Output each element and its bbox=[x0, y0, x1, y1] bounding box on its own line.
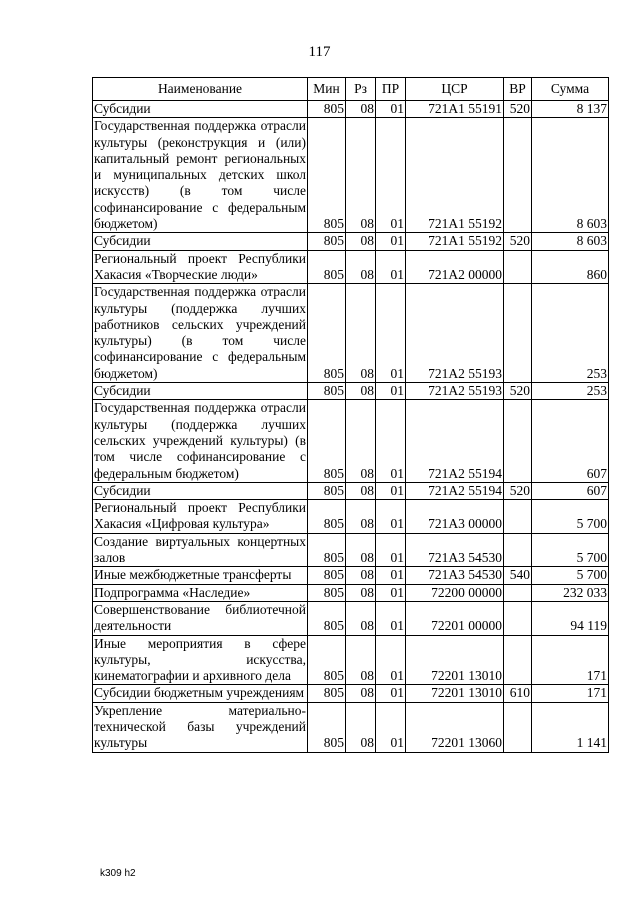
row-min: 805 bbox=[308, 482, 346, 499]
row-name: Совершенствование библиотечной деятельности bbox=[94, 601, 306, 634]
table-row bbox=[93, 400, 609, 482]
row-csr: 721A2 55193 bbox=[406, 284, 504, 383]
row-pr: 01 bbox=[376, 635, 406, 685]
row-name: Государственная поддержка отрасли культуры (поддержка лучших работников сельских учреждений культуры) (в том числе софинансирование с федеральным бюджетом) bbox=[94, 284, 306, 381]
row-sum: 253 bbox=[532, 284, 609, 383]
row-pr: 01 bbox=[376, 400, 406, 482]
table-row bbox=[93, 635, 609, 685]
row-name: Иные межбюджетные трансферты bbox=[93, 567, 308, 584]
row-vr bbox=[504, 601, 532, 635]
row-csr: 721A1 55191 bbox=[406, 101, 504, 118]
row-rz: 08 bbox=[346, 482, 376, 499]
row-rz: 08 bbox=[346, 685, 376, 702]
row-sum: 232 033 bbox=[532, 584, 609, 601]
row-csr: 72201 00000 bbox=[406, 601, 504, 635]
row-sum: 253 bbox=[532, 383, 609, 400]
row-pr: 01 bbox=[376, 101, 406, 118]
row-min: 805 bbox=[308, 702, 346, 752]
row-csr: 721A3 54530 bbox=[406, 533, 504, 567]
row-sum: 5 700 bbox=[532, 533, 609, 567]
row-csr: 72200 00000 bbox=[406, 584, 504, 601]
row-pr: 01 bbox=[376, 500, 406, 534]
row-name: Субсидии bbox=[93, 383, 308, 400]
row-sum: 860 bbox=[532, 250, 609, 284]
row-sum: 8 603 bbox=[532, 118, 609, 233]
row-vr: 610 bbox=[504, 685, 532, 702]
row-rz: 08 bbox=[346, 584, 376, 601]
table-row bbox=[93, 601, 609, 635]
header-name: Наименование bbox=[93, 78, 308, 101]
row-sum: 8 137 bbox=[532, 101, 609, 118]
row-rz: 08 bbox=[346, 118, 376, 233]
row-pr: 01 bbox=[376, 284, 406, 383]
table-row bbox=[93, 250, 609, 284]
row-name: Государственная поддержка отрасли культуры (реконструкция и (или) капитальный ремонт региональных и муниципальных детских школ искусств) (в том числе софинансирование с федеральным бюджетом) bbox=[94, 118, 306, 232]
header-min: Мин bbox=[308, 78, 346, 101]
header-csr: ЦСР bbox=[406, 78, 504, 101]
row-pr: 01 bbox=[376, 685, 406, 702]
row-name: Подпрограмма «Наследие» bbox=[93, 584, 308, 601]
row-name: Создание виртуальных концертных залов bbox=[94, 533, 306, 566]
row-min: 805 bbox=[308, 101, 346, 118]
row-pr: 01 bbox=[376, 567, 406, 584]
row-csr: 721A3 00000 bbox=[406, 500, 504, 534]
table-row bbox=[93, 500, 609, 534]
table-row bbox=[93, 567, 609, 584]
footer-code: k309 h2 bbox=[100, 868, 136, 879]
row-pr: 01 bbox=[376, 533, 406, 567]
table-row bbox=[93, 383, 609, 400]
row-min: 805 bbox=[308, 250, 346, 284]
row-vr: 520 bbox=[504, 101, 532, 118]
table-row bbox=[93, 284, 609, 383]
row-name: Субсидии бюджетным учреждениям bbox=[93, 685, 308, 702]
table-row bbox=[93, 584, 609, 601]
row-csr: 721A2 55194 bbox=[406, 482, 504, 499]
row-csr: 721A1 55192 bbox=[406, 233, 504, 250]
row-vr: 520 bbox=[504, 233, 532, 250]
row-min: 805 bbox=[308, 533, 346, 567]
row-sum: 5 700 bbox=[532, 500, 609, 534]
row-sum: 5 700 bbox=[532, 567, 609, 584]
row-rz: 08 bbox=[346, 383, 376, 400]
row-vr bbox=[504, 250, 532, 284]
row-sum: 607 bbox=[532, 482, 609, 499]
row-min: 805 bbox=[308, 567, 346, 584]
row-csr: 72201 13010 bbox=[406, 685, 504, 702]
budget-table bbox=[92, 77, 609, 753]
row-pr: 01 bbox=[376, 250, 406, 284]
row-min: 805 bbox=[308, 118, 346, 233]
header-sum: Сумма bbox=[532, 78, 609, 101]
row-min: 805 bbox=[308, 400, 346, 482]
row-name: Региональный проект Республики Хакасия «Творческие люди» bbox=[94, 250, 306, 282]
row-name: Субсидии bbox=[93, 101, 308, 118]
table-row bbox=[93, 101, 609, 118]
header-pr: ПР bbox=[376, 78, 406, 101]
row-name: Региональный проект Республики Хакасия «Цифровая культура» bbox=[94, 500, 306, 532]
row-rz: 08 bbox=[346, 250, 376, 284]
row-csr: 721A1 55192 bbox=[406, 118, 504, 233]
table-row bbox=[93, 533, 609, 567]
row-rz: 08 bbox=[346, 500, 376, 534]
row-vr bbox=[504, 500, 532, 534]
table-row bbox=[93, 702, 609, 752]
row-min: 805 bbox=[308, 233, 346, 250]
row-sum: 1 141 bbox=[532, 702, 609, 752]
row-csr: 721A2 00000 bbox=[406, 250, 504, 284]
row-pr: 01 bbox=[376, 601, 406, 635]
row-name: Иные мероприятия в сфере культуры, искусства, кинематографии и архивного дела bbox=[94, 635, 306, 684]
row-min: 805 bbox=[308, 284, 346, 383]
row-pr: 01 bbox=[376, 383, 406, 400]
row-pr: 01 bbox=[376, 118, 406, 233]
row-name: Субсидии bbox=[93, 482, 308, 499]
row-vr bbox=[504, 533, 532, 567]
row-name: Субсидии bbox=[93, 233, 308, 250]
row-sum: 94 119 bbox=[532, 601, 609, 635]
row-vr bbox=[504, 702, 532, 752]
row-vr bbox=[504, 635, 532, 685]
row-pr: 01 bbox=[376, 702, 406, 752]
row-csr: 721A3 54530 bbox=[406, 567, 504, 584]
row-vr bbox=[504, 584, 532, 601]
row-vr: 520 bbox=[504, 383, 532, 400]
row-rz: 08 bbox=[346, 101, 376, 118]
row-vr: 520 bbox=[504, 482, 532, 499]
row-pr: 01 bbox=[376, 482, 406, 499]
row-rz: 08 bbox=[346, 567, 376, 584]
row-rz: 08 bbox=[346, 233, 376, 250]
row-sum: 171 bbox=[532, 685, 609, 702]
row-csr: 721A2 55193 bbox=[406, 383, 504, 400]
table-header-row bbox=[93, 78, 609, 101]
row-sum: 171 bbox=[532, 635, 609, 685]
row-sum: 607 bbox=[532, 400, 609, 482]
row-rz: 08 bbox=[346, 400, 376, 482]
row-sum: 8 603 bbox=[532, 233, 609, 250]
row-rz: 08 bbox=[346, 601, 376, 635]
row-min: 805 bbox=[308, 635, 346, 685]
row-rz: 08 bbox=[346, 635, 376, 685]
row-csr: 72201 13060 bbox=[406, 702, 504, 752]
row-vr: 540 bbox=[504, 567, 532, 584]
table-row bbox=[93, 118, 609, 233]
row-vr bbox=[504, 118, 532, 233]
row-min: 805 bbox=[308, 584, 346, 601]
table-row bbox=[93, 685, 609, 702]
header-rz: Рз bbox=[346, 78, 376, 101]
row-min: 805 bbox=[308, 601, 346, 635]
row-rz: 08 bbox=[346, 702, 376, 752]
row-vr bbox=[504, 400, 532, 482]
row-name: Укрепление материально-технической базы учреждений культуры bbox=[94, 702, 306, 751]
row-csr: 721A2 55194 bbox=[406, 400, 504, 482]
row-csr: 72201 13010 bbox=[406, 635, 504, 685]
row-name: Государственная поддержка отрасли культуры (поддержка лучших сельских учреждений культуры) (в том числе софинансирование с федеральным бюджетом) bbox=[94, 400, 306, 481]
page-number: 117 bbox=[308, 44, 331, 60]
header-vr: ВР bbox=[504, 78, 532, 101]
row-rz: 08 bbox=[346, 284, 376, 383]
row-pr: 01 bbox=[376, 584, 406, 601]
table-row bbox=[93, 482, 609, 499]
row-vr bbox=[504, 284, 532, 383]
row-rz: 08 bbox=[346, 533, 376, 567]
row-pr: 01 bbox=[376, 233, 406, 250]
table-row bbox=[93, 233, 609, 250]
row-min: 805 bbox=[308, 685, 346, 702]
row-min: 805 bbox=[308, 383, 346, 400]
row-min: 805 bbox=[308, 500, 346, 534]
